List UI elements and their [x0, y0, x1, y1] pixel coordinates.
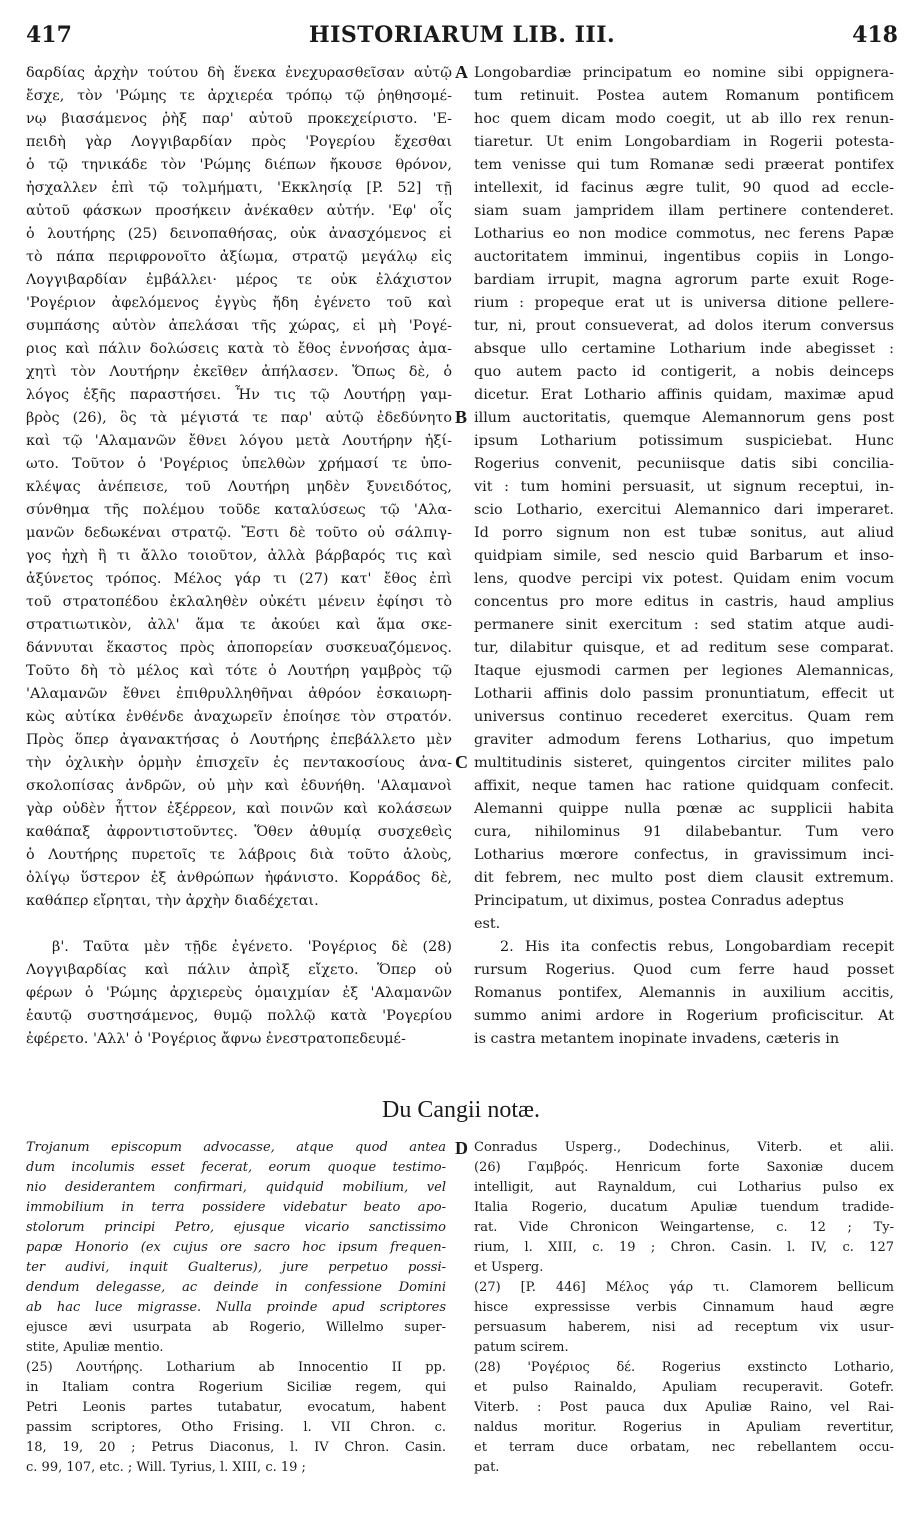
- greek-text-line: στρατιωτικὸν, ἀλλ' ἅμα τε ἀκούει καὶ ἅμα σκε-: [26, 617, 452, 633]
- latin-text-line: Lotharius mœrore confectus, in gravissimum inci-: [474, 847, 894, 863]
- latin-text-line: Principatum, ut diximus, postea Conradus adeptus: [474, 893, 844, 909]
- greek-text-line: ωτο. Τοῦτον ὁ 'Ρογέριος ὑπελθὼν χρήμασί τε ὑπο-: [26, 456, 452, 472]
- note-line-left: nio desiderantem confirmari, quidquid mobilium, vel: [26, 1180, 446, 1195]
- greek-text-line: ἠσχαλλεν ἐπὶ τῷ τολμήματι, 'Εκκλησίᾳ [P. 52] τῇ: [26, 180, 452, 196]
- latin-text-line: intellexit, id facinus ægre tulit, 90 quod ad eccle-: [474, 180, 894, 196]
- note-line-left: stolorum principi Petro, ejusque vicario sanctissimo: [26, 1220, 446, 1235]
- latin-text-line: summo animi ardore in Rogerium proficiscitur. At: [474, 1008, 894, 1024]
- greek-text-line: Πρὸς ὅπερ ἀγανακτήσας ὁ Λουτήρης ἐπεβάλλετο μὲν: [26, 732, 452, 748]
- greek-text-line: πειδὴ γὰρ Λογγιβαρδίαν πρὸς 'Ρογερίου ἔχεσθαι: [26, 134, 452, 150]
- notes-column-left: [26, 1138, 446, 1478]
- latin-text-line: Alemanni quippe nulla pœnæ ac supplicii habita: [474, 801, 894, 817]
- latin-text-line: 2. His ita confectis rebus, Longobardiam recepit: [500, 939, 894, 955]
- note-line-left: c. 99, 107, etc. ; Will. Tyrius, l. XIII, c. 19 ;: [26, 1460, 306, 1475]
- greek-section2-line: β'. Ταῦτα μὲν τῇδε ἐγένετο. 'Ρογέριος δὲ (28): [52, 939, 452, 955]
- greek-text-line: λόγος ἑξῆς παραστήσει. Ἦν τις τῷ Λουτήρῃ γαμ-: [26, 387, 452, 403]
- greek-text-line: βρὸς (26), ὃς τὰ μέγιστά τε παρ' αὐτῷ ἐδεδύνητο: [26, 410, 452, 426]
- greek-text-line: ριος καὶ πάλιν δολώσεις κατὰ τὸ ἔθος ἐννοήσας ἀμα-: [26, 341, 452, 357]
- greek-text-line: γὰρ οὐδὲν ἧττον ἐξέρρεον, καὶ ποινῶν καὶ κολάσεων: [26, 801, 452, 817]
- note-line-right: et terram duce orbatam, nec rebellantem occu-: [474, 1440, 894, 1455]
- latin-text-line: Id porro signum non est tubæ sonitus, aut aliud: [474, 525, 894, 541]
- notes-heading: Du Cangii notæ.: [381, 1097, 540, 1123]
- latin-text-line: cura, nihilominus 91 dilabebantur. Tum vero: [474, 824, 894, 840]
- latin-text-line: tiaretur. Ut enim Longobardiam in Rogerii potesta-: [474, 134, 894, 150]
- note-line-right: intelligit, aut Raynaldum, cui Lotharius pulso ex: [474, 1180, 894, 1195]
- greek-text-line: κλέψας ἀνέπεισε, τοῦ Λουτήρη μηδὲν ξυνειδότος,: [26, 479, 452, 495]
- note-line-left: 18, 19, 20 ; Petrus Diaconus, l. IV Chron. Casin.: [26, 1440, 446, 1455]
- latin-text-line: is castra metantem inopinate invadens, cæteris in: [474, 1031, 840, 1047]
- note-line-left: ejusce ævi usurpata ab Rogerio, Willelmo super-: [26, 1320, 446, 1335]
- greek-text-line: τὸ πάπα περιφρονοῖτο ἀξίωμα, στρατῷ μεγάλῳ εἰς: [26, 249, 452, 265]
- latin-text-line: vit : tum homini persuasit, ut signum receptui, in-: [474, 479, 894, 495]
- greek-section2-line: φέρων ὁ 'Ρώμης ἀρχιερεὺς ὁμαιχμίαν ἐξ 'Αλαμανῶν: [26, 985, 452, 1001]
- latin-text-line: auctoritatem imminui, ingentibus copiis in Longo-: [474, 249, 894, 265]
- latin-text-line: illum auctoritatis, quemque Alemannorum gens post: [474, 410, 894, 426]
- note-line-right: (27) [P. 446] Μέλος γάρ τι. Clamorem bellicum: [474, 1280, 894, 1295]
- greek-text-line: δάννυται ἕκαστος πρὸς ἀποπορείαν συσκευαζόμενος.: [26, 640, 452, 656]
- note-line-left: Petri Leonis partes tutabatur, evocatum, habent: [26, 1400, 446, 1415]
- latin-text-line: Itaque ejusmodi carmen per legiones Alemannicas,: [474, 663, 894, 679]
- greek-text-line: ὁ Λουτήρης πυρετοῖς τε λάβροις διὰ τοῦτο ἁλοὺς,: [26, 847, 452, 863]
- note-line-right: rium, l. XIII, c. 19 ; Chron. Casin. l. IV, c. 127: [474, 1240, 894, 1255]
- note-line-right: (26) Γαμβρός. Henricum forte Saxoniæ ducem: [474, 1160, 894, 1175]
- latin-text-line: est.: [474, 916, 501, 932]
- latin-text-line: tur, ni, prout consueverat, ad dolos iterum conversus: [474, 318, 894, 334]
- greek-text-line: καὶ τῷ 'Αλαμανῶν ἔθνει λόγου μετὰ Λουτήρην ἠξί-: [26, 433, 452, 449]
- note-line-left: dum incolumis esset fecerat, eorum quoque testimo-: [26, 1160, 446, 1175]
- greek-text-line: σύνθημα τῆς πολέμου τοῦδε καταλύσεως τῷ 'Αλα-: [26, 502, 452, 518]
- latin-text-line: dicetur. Erat Lothario affinis quidam, maximæ apud: [474, 387, 894, 403]
- note-line-left: passim scriptores, Otho Frising. l. VII Chron. c.: [26, 1420, 446, 1435]
- latin-text-line: Romanus pontifex, Alemannis in auxilium accitis,: [474, 985, 894, 1001]
- latin-text-line: quo autem pacto id contigerit, a nobis deinceps: [474, 364, 894, 380]
- greek-text-line: ὁ τῷ τηνικάδε τὸν 'Ρώμης διέπων ἤκουσε θρόνον,: [26, 157, 452, 173]
- latin-text-line: bardiam irrupit, magna agrorum parte exuit Roge-: [474, 272, 894, 288]
- latin-text-line: tum retinuit. Postea autem Romanum pontificem: [474, 88, 894, 104]
- latin-text-line: concentus pro more editus in castris, haud amplius: [474, 594, 894, 610]
- latin-text-line: permanere sinit exercitum : sed statim atque audi-: [474, 617, 894, 633]
- note-line-right: et Usperg.: [474, 1260, 544, 1275]
- greek-section2-line: ἑαυτῷ συστησάμενος, θυμῷ πολλῷ κατὰ 'Ρογερίου: [26, 1008, 452, 1024]
- page-number-right: 418: [852, 22, 898, 48]
- latin-text-line: quidpiam simile, sed nescio quid Barbarum et insо-: [474, 548, 894, 564]
- greek-text-line: αὐτοῦ φάσκων προσήκειν ἀνέκαθεν αὐτήν. 'Εφ' οἷς: [26, 203, 452, 219]
- note-line-left: immobilium in terra possidere videbatur beato apo-: [26, 1200, 446, 1215]
- latin-text-line: tur, dilabitur quisque, et ad reditum sese comparat.: [474, 640, 894, 656]
- note-line-right: persuasum haberem, nisi ad receptum vix usur-: [474, 1320, 894, 1335]
- note-line-left: stite, Apuliæ mentio.: [26, 1340, 164, 1355]
- note-line-left: (25) Λουτήρης. Lotharium ab Innocentio II pp.: [26, 1360, 446, 1375]
- latin-text-line: Longobardiæ principatum eo nomine sibi oppignera-: [474, 65, 894, 81]
- greek-text-line: ὀλίγῳ ὕστερον ἐξ ἀνθρώπων ἠφάνιστο. Κορράδος δὲ,: [26, 870, 452, 886]
- greek-text-line: Τοῦτο δὴ τὸ μέλος καὶ τότε ὁ Λουτήρη γαμβρὸς τῷ: [26, 663, 452, 679]
- latin-text-line: scio Lothario, exercitui Alemannico dari imperaret.: [474, 502, 894, 518]
- page-number-left: 417: [26, 22, 72, 48]
- latin-text-line: multitudinis sisteret, quingentos circiter milites palo: [474, 755, 894, 771]
- greek-text-line: καθάπερ εἴρηται, τὴν ἀρχὴν διαδέχεται.: [26, 893, 319, 909]
- latin-text-line: siam suam jampridem illam pertinere contenderet.: [474, 203, 894, 219]
- greek-text-line: ἔσχε, τὸν 'Ρώμης τε ἀρχιερέα τρόπῳ τῷ ῥηθησομέ-: [26, 88, 452, 104]
- latin-text-line: absque ullo certamine Lotharium inde abegisset :: [474, 341, 894, 357]
- latin-text-line: hoc quem dicam modo coegit, ut ab illo rex renun-: [474, 111, 894, 127]
- greek-text-column: [26, 62, 452, 1051]
- margin-letter-c: C: [455, 752, 468, 772]
- margin-letter-b: B: [455, 407, 468, 427]
- latin-text-column: [474, 62, 894, 1051]
- greek-text-line: μανῶν δεδωκέναι στρατῷ. Ἔστι δὲ τοῦτο οὐ σάλπιγ-: [26, 525, 452, 541]
- greek-text-line: γος ἠχὴ ἢ τι ἄλλο τοιοῦτον, ἀλλὰ βάρβαρός τις καὶ: [26, 548, 452, 564]
- greek-text-line: τὴν ὀχλικὴν ὁρμὴν ἐπισχεῖν ἐς πεντακοσίους ἀνα-: [26, 755, 452, 771]
- note-line-left: papæ Honorio (ex cujus ore sacro hoc ipsum frequen-: [26, 1240, 446, 1255]
- greek-text-line: δαρδίας ἀρχὴν τούτου δὴ ἕνεκα ἐνεχυρασθεῖσαν αὐτῷ: [26, 65, 452, 81]
- latin-text-line: dit febrem, nec multo post diem clausit extremum.: [474, 870, 894, 886]
- note-line-right: et pulso Rainaldo, Apuliam recuperavit. Gotefr.: [474, 1380, 894, 1395]
- greek-text-line: νῳ βιασάμενος ῥὴξ παρ' αὐτοῦ προκεχείριστο. 'Ε-: [26, 111, 452, 127]
- paragraph-gap: [26, 913, 452, 936]
- latin-text-line: graviter admodum ferens Lotharius, quo impetum: [474, 732, 894, 748]
- latin-text-line: rium : propeque erat ut is universa ditione pellere-: [474, 295, 894, 311]
- running-title: HISTORIARUM LIB. III.: [308, 22, 616, 48]
- note-line-right: Conradus Usperg., Dodechinus, Viterb. et alii.: [474, 1140, 894, 1155]
- latin-text-line: ipsum Lotharium potissimum suspiciebat. Hunc: [474, 433, 894, 449]
- margin-letter-a: A: [455, 62, 468, 82]
- note-line-right: rat. Vide Chronicon Weingartense, c. 12 ; Ty-: [474, 1220, 894, 1235]
- greek-text-line: 'Ρογέριον ἀφελόμενος ἐγγὺς ἤδη ἐγένετο τοῦ καὶ: [26, 295, 452, 311]
- latin-text-line: lens, quodve percipi vix potest. Quidam enim vocum: [474, 571, 894, 587]
- margin-letter-d: D: [455, 1138, 468, 1158]
- note-line-left: Trojanum episcopum advocasse, atque quod antea: [26, 1140, 446, 1155]
- greek-section2-line: Λογγιβαρδίας καὶ πάλιν ἀπρὶξ εἴχετο. Ὅπερ οὐ: [26, 962, 452, 978]
- note-line-right: patum scirem.: [474, 1340, 569, 1355]
- greek-text-line: 'Αλαμανῶν ἔθνει ἐπιθρυλληθῆναι ἀθρόον ἐσκαιωρη-: [26, 686, 452, 702]
- greek-text-line: χητὶ τὸν Λουτήρην ἐκεῖθεν ἀπήλασεν. Ὅπως δὲ, ὁ: [26, 364, 452, 380]
- notes-column-right: [474, 1138, 894, 1478]
- latin-text-line: rursum Rogerius. Quod cum ferre haud posset: [474, 962, 894, 978]
- latin-text-line: Rogerius convenit, pecuniisque datis sibi concilia-: [474, 456, 894, 472]
- latin-text-line: Lotharii affinis dolo passim pronuntiatum, effecit ut: [474, 686, 894, 702]
- note-line-left: in Italiam contra Rogerium Siciliæ regem, qui: [26, 1380, 446, 1395]
- greek-text-line: ὁ λουτήρης (25) δεινοπαθήσας, οὐκ ἀνασχόμενος εἰ: [26, 226, 452, 242]
- note-line-right: naldus moritur. Rogerius in Apuliam revertitur,: [474, 1420, 894, 1435]
- running-header: [26, 22, 898, 56]
- note-line-right: pat.: [474, 1460, 500, 1475]
- greek-text-line: καθάπαξ ἀφροντιστοῦντες. Ὅθεν ἀθυμίᾳ συσχεθεὶς: [26, 824, 452, 840]
- note-line-right: (28) 'Ρογέριος δέ. Rogerius exstincto Lothario,: [474, 1360, 894, 1375]
- note-line-left: ab hac luce migrasse. Nulla proinde apud scriptores: [26, 1300, 446, 1315]
- note-line-right: Italia Rogerio, ducatum Apuliæ tuendum tradide-: [474, 1200, 894, 1215]
- latin-text-line: affixit, neque tamen hac ratione quidquam confecit.: [474, 778, 894, 794]
- greek-text-line: συμπάσης αὐτὸν ἀπελάσαι τῆς χώρας, εἰ μὴ 'Ρογέ-: [26, 318, 452, 334]
- note-line-right: hisce expressisse verbis Cinnamum haud ægre: [474, 1300, 894, 1315]
- greek-text-line: κὼς αὐτίκα ἐνθένδε ἀναχωρεῖν ἐποίησε τὸν στρατόν.: [26, 709, 452, 725]
- greek-text-line: τοῦ στρατοπέδου ἐκλαληθὲν οὐκέτι μένειν ἐφίησι τὸ: [26, 594, 452, 610]
- latin-text-line: Lotharius eo non modice commotus, nec ferens Papæ: [474, 226, 894, 242]
- note-line-right: Viterb. : Post pauca dux Apuliæ Raino, vel Rai-: [474, 1400, 894, 1415]
- greek-text-line: ἀξύνετος τρόπος. Μέλος γάρ τι (27) κατ' ἔθος ἐπὶ: [26, 571, 452, 587]
- latin-text-line: universus continuo recederet exercitus. Quam rem: [474, 709, 894, 725]
- greek-text-line: σκολοπίσας ἀνδρῶν, οὐ μὴν καὶ ἐδυνήθη. 'Αλαμανοὶ: [26, 778, 452, 794]
- greek-text-line: Λογγιβαρδίαν ἐμβάλλει· μέρος τε οὐκ ἐλάχιστον: [26, 272, 452, 288]
- greek-section2-line: ἐφέρετο. 'Αλλ' ὁ 'Ρογέριος ἄφνω ἐνεστρατοπεδευμέ-: [26, 1031, 406, 1047]
- note-line-left: ter audivi, inquit Gualterus), jure perpetuo possi-: [26, 1260, 446, 1275]
- latin-text-line: tem venisse qui tum Romanæ sedi præerat pontifex: [474, 157, 894, 173]
- note-line-left: dendum delegasse, ac deinde in confessione Domini: [26, 1280, 446, 1295]
